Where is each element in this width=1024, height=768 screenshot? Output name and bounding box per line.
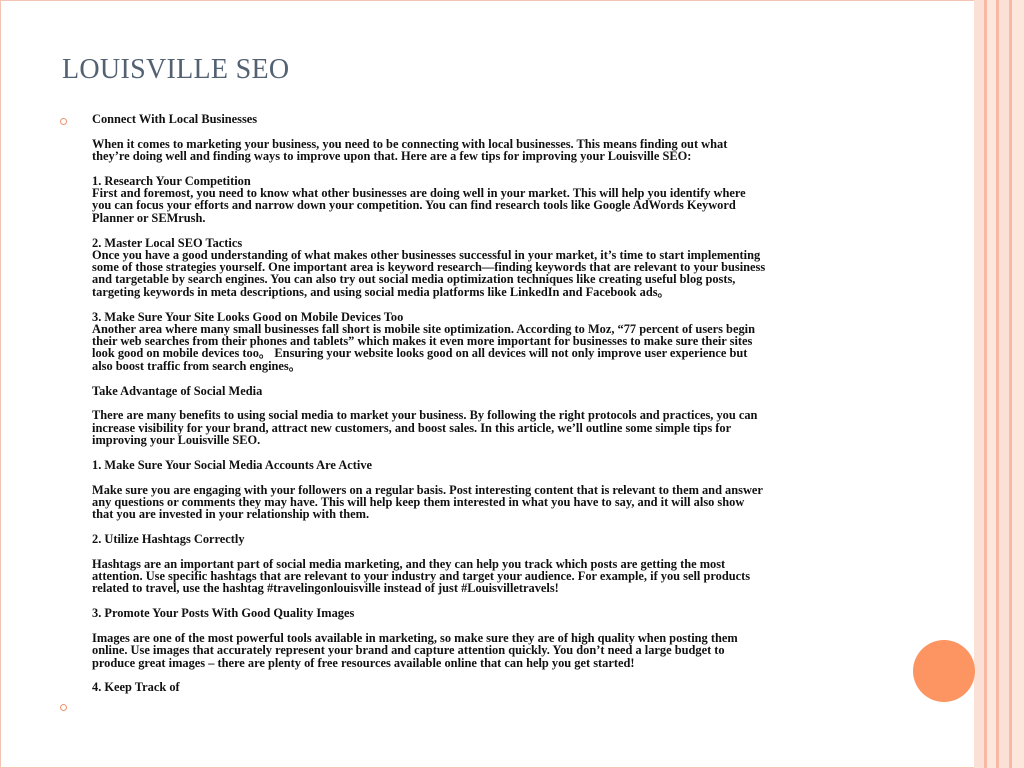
decorative-stripe: [999, 0, 1009, 768]
paragraph: 1. Make Sure Your Social Media Accounts Are Active: [92, 457, 373, 472]
paragraph: Make sure you are engaging with your followers on a regular basis. Post interesting content that is relevant to them and answer any questions or comments they may have. This will help keep them interested in what you have to say, and it will also show that you are invested in your relationship with them.: [92, 482, 763, 522]
paragraph: 1. Research Your Competition First and foremost, you need to know what other businesses are doing well in your market. This will help you identify where you can focus your efforts and narrow down your competition. You can find research tools like Google AdWords Keyword Planner or SEMrush.: [92, 173, 746, 225]
paragraph: There are many benefits to using social media to market your business. By following the right protocols and practices, you can increase visibility for your brand, attract new customers, and boost sales. In this article, we’ll outline some simple tips for improving your Louisville SEO.: [92, 408, 758, 447]
paragraph: When it comes to marketing your business, you need to be connecting with local businesses. This means finding out what they’re doing well and finding ways to improve upon that. Here are a few tips for improving your Louisville SEO:: [92, 136, 728, 164]
paragraph: 3. Promote Your Posts With Good Quality Images: [92, 606, 355, 621]
decorative-stripe: [974, 0, 984, 768]
paragraph: 4. Keep Track of: [92, 680, 180, 695]
paragraph: 3. Make Sure Your Site Looks Good on Mobile Devices Too Another area where many small businesses fall short is mobile site optimization. According to Moz, “77 percent of users begin their web searches from their phones and tablets” which makes it even more important for businesses to make sure their sites look good on mobile devices too。 Ensuring your website looks good on all devices will not only improve user experience but also boost traffic from search engines。: [92, 309, 755, 373]
slide-body: [92, 113, 952, 706]
paragraph: 2. Master Local SEO Tactics Once you have a good understanding of what makes other businesses successful in your market, it’s time to start implementing some of those strategies yourself. One important area is keyword research—finding keywords that are relevant to your business and targetable by search engines. You can also try out social media optimization techniques like creating useful blog posts, targeting keywords in meta descriptions, and using social media platforms like LinkedIn and Facebook ads。: [92, 235, 766, 299]
paragraph: Take Advantage of Social Media: [92, 383, 263, 398]
bullet-circle-icon: [60, 118, 67, 125]
paragraph: 2. Utilize Hashtags Correctly: [92, 531, 245, 546]
slide-title: LOUISVILLE SEO: [62, 54, 290, 85]
decorative-stripe: [987, 0, 996, 768]
paragraph: Connect With Local Businesses: [92, 112, 258, 126]
paragraph: Hashtags are an important part of social media marketing, and they can help you track which posts are getting the most attention. Use specific hashtags that are relevant to your industry and target your audience. For example, if you sell products related to travel, use the hashtag #travelingonlouisville instead of just #Louisvilletravels!: [92, 556, 751, 596]
decorative-stripe: [1012, 0, 1024, 768]
paragraph: Images are one of the most powerful tools available in marketing, so make sure they are of high quality when posting them online. Use images that accurately represent your brand and capture attention quickly. You don’t need a large budget to produce great images – there are plenty of free resources available online that can help you get started!: [92, 630, 738, 670]
bullet-circle-icon: [60, 704, 67, 711]
